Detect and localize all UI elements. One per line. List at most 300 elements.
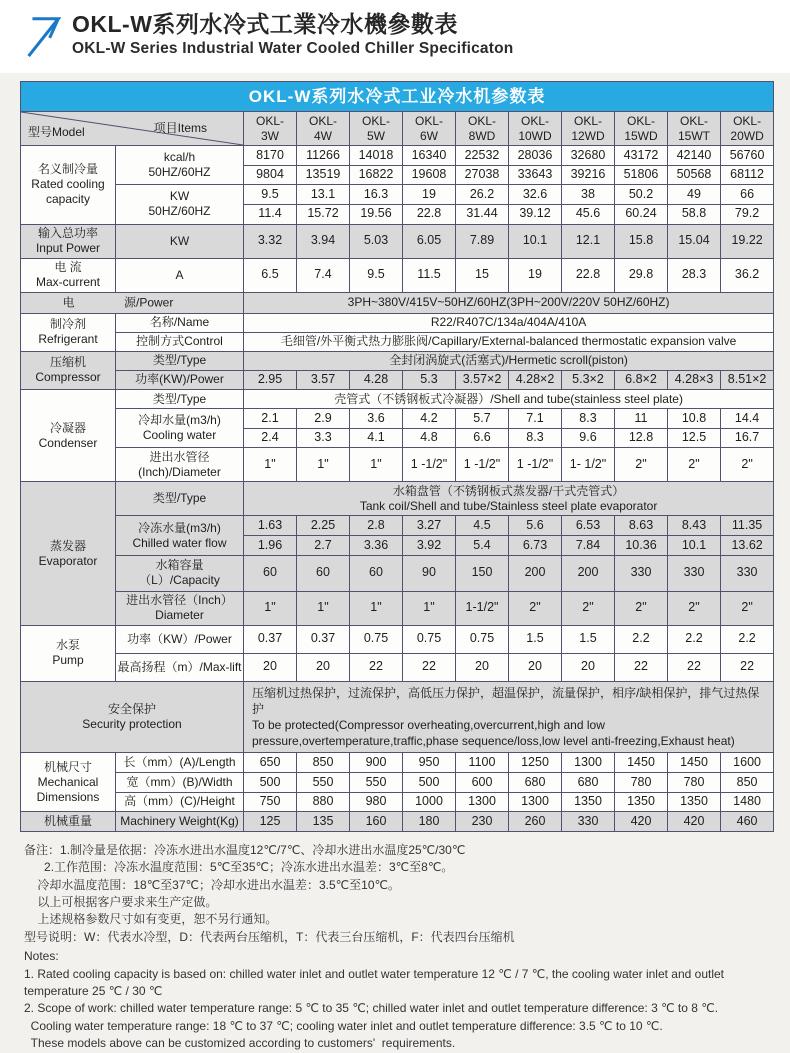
value-cell: 12.8	[615, 428, 668, 448]
value-cell: 11.35	[721, 516, 774, 536]
span-value-cell: 毛细管/外平衡式热力膨胀阀/Capillary/External-balanced thermostatic expansion valve	[244, 332, 774, 351]
item-label: 功率(KW)/Power	[116, 370, 244, 390]
value-cell: 600	[456, 773, 509, 793]
value-cell: 2.25	[297, 516, 350, 536]
value-cell: 4.2	[403, 409, 456, 429]
value-cell: 1350	[562, 792, 615, 812]
value-cell: 2.8	[350, 516, 403, 536]
value-cell: 39.12	[509, 204, 562, 224]
row-label: 机械重量	[21, 812, 116, 832]
value-cell: 1.5	[562, 625, 615, 653]
item-label: 类型/Type	[116, 390, 244, 409]
value-cell: 0.75	[350, 625, 403, 653]
value-cell: 33643	[509, 165, 562, 185]
value-cell: 150	[456, 555, 509, 591]
value-cell: 230	[456, 812, 509, 832]
model-header-cell: OKL- 20WD	[721, 112, 774, 146]
value-cell: 1 -1/2"	[509, 448, 562, 482]
value-cell: 0.75	[403, 625, 456, 653]
model-header-cell: OKL- 15WD	[615, 112, 668, 146]
value-cell: 1350	[668, 792, 721, 812]
item-label: A	[116, 258, 244, 292]
row-label: 水泵 Pump	[21, 625, 116, 681]
value-cell: 22532	[456, 146, 509, 166]
value-cell: 330	[668, 555, 721, 591]
value-cell: 2"	[721, 591, 774, 625]
value-cell: 20	[297, 653, 350, 681]
value-cell: 26.2	[456, 185, 509, 205]
value-cell: 5.7	[456, 409, 509, 429]
value-cell: 15	[456, 258, 509, 292]
value-cell: 1.5	[509, 625, 562, 653]
page-title-en: OKL-W Series Industrial Water Cooled Chiller Specificaton	[72, 40, 514, 57]
value-cell: 15.04	[668, 224, 721, 258]
value-cell: 9.5	[244, 185, 297, 205]
note-line: 2. Scope of work: chilled water temperature range: 5 ℃ to 35 ℃; chilled water inlet and outlet temperature difference: 3 ℃ to 8 ℃.	[24, 1001, 719, 1016]
value-cell: 28.3	[668, 258, 721, 292]
item-label: 类型/Type	[116, 482, 244, 516]
value-cell: 6.05	[403, 224, 456, 258]
value-cell: 260	[509, 812, 562, 832]
value-cell: 2.2	[668, 625, 721, 653]
value-cell: 10.36	[615, 536, 668, 556]
value-cell: 1"	[244, 591, 297, 625]
value-cell: 58.8	[668, 204, 721, 224]
value-cell: 1"	[350, 448, 403, 482]
model-header-cell: OKL- 4W	[297, 112, 350, 146]
span-value-cell: 水箱盘管（不锈钢板式蒸发器/干式壳管式） Tank coil/Shell and tube/Stainless steel plate evaporator	[244, 482, 774, 516]
value-cell: 19	[403, 185, 456, 205]
table-row	[21, 224, 774, 258]
value-cell: 0.37	[244, 625, 297, 653]
item-label: 最高扬程（m）/Max-lift	[116, 653, 244, 681]
span-value-cell: 电 源/Power	[21, 292, 244, 313]
item-label: KW 50HZ/60HZ	[116, 185, 244, 224]
item-label: 高（mm）(C)/Height	[116, 792, 244, 812]
item-label: 水箱容量（L）/Capacity	[116, 555, 244, 591]
table-row	[21, 591, 774, 625]
table-row	[21, 625, 774, 653]
value-cell: 15.8	[615, 224, 668, 258]
value-cell: 2.2	[615, 625, 668, 653]
item-label: 功率（KW）/Power	[116, 625, 244, 653]
note-line: 2.工作范围：冷冻水温度范围：5℃至35℃；冷冻水进出水温差：3℃至8℃。	[24, 860, 454, 875]
value-cell: 3.32	[244, 224, 297, 258]
value-cell: 13519	[297, 165, 350, 185]
value-cell: 22	[615, 653, 668, 681]
value-cell: 2"	[615, 591, 668, 625]
value-cell: 3.6	[350, 409, 403, 429]
value-cell: 19.22	[721, 224, 774, 258]
value-cell: 29.8	[615, 258, 668, 292]
value-cell: 5.3×2	[562, 370, 615, 390]
table-row	[21, 792, 774, 812]
value-cell: 1250	[509, 753, 562, 773]
note-line: 冷却水温度范围：18℃至37℃；冷却水进出水温差：3.5℃至10℃。	[24, 877, 400, 892]
value-cell: 850	[297, 753, 350, 773]
value-cell: 420	[668, 812, 721, 832]
value-cell: 780	[668, 773, 721, 793]
table-row	[21, 448, 774, 482]
item-label: kcal/h 50HZ/60HZ	[116, 146, 244, 185]
value-cell: 2"	[668, 591, 721, 625]
value-cell: 135	[297, 812, 350, 832]
value-cell: 15.72	[297, 204, 350, 224]
value-cell: 12.1	[562, 224, 615, 258]
value-cell: 36.2	[721, 258, 774, 292]
value-cell: 20	[509, 653, 562, 681]
value-cell: 3.94	[297, 224, 350, 258]
page-title-zh: OKL-W系列水冷式工業冷水機參數表	[72, 11, 458, 37]
value-cell: 2.9	[297, 409, 350, 429]
value-cell: 680	[562, 773, 615, 793]
table-row	[21, 753, 774, 773]
value-cell: 1"	[350, 591, 403, 625]
corner-cell	[21, 112, 244, 146]
value-cell: 1.96	[244, 536, 297, 556]
value-cell: 60	[350, 555, 403, 591]
value-cell: 45.6	[562, 204, 615, 224]
span-value-cell: 3PH~380V/415V~50HZ/60HZ(3PH~200V/220V 50HZ/60HZ)	[244, 292, 774, 313]
value-cell: 900	[350, 753, 403, 773]
value-cell: 51806	[615, 165, 668, 185]
table-row	[21, 313, 774, 332]
row-label: 蒸发器 Evaporator	[21, 482, 116, 625]
span-value-cell: R22/R407C/134a/404A/410A	[244, 313, 774, 332]
note-line: These models above can be customized according to customers' requirements.	[24, 1036, 456, 1051]
value-cell: 39216	[562, 165, 615, 185]
value-cell: 2"	[668, 448, 721, 482]
value-cell: 500	[244, 773, 297, 793]
value-cell: 3.92	[403, 536, 456, 556]
value-cell: 4.28×3	[668, 370, 721, 390]
item-label: 名称/Name	[116, 313, 244, 332]
arrow-up-right-icon	[20, 10, 64, 65]
item-label: 宽（mm）(B)/Width	[116, 773, 244, 793]
value-cell: 2"	[562, 591, 615, 625]
value-cell: 1"	[297, 448, 350, 482]
table-row	[21, 146, 774, 166]
table-row	[21, 185, 774, 205]
value-cell: 60	[244, 555, 297, 591]
value-cell: 22	[403, 653, 456, 681]
row-label: 制冷剂 Refrigerant	[21, 313, 116, 351]
value-cell: 10.1	[668, 536, 721, 556]
value-cell: 4.28×2	[509, 370, 562, 390]
page-header	[0, 0, 790, 73]
value-cell: 125	[244, 812, 297, 832]
value-cell: 780	[615, 773, 668, 793]
value-cell: 1300	[562, 753, 615, 773]
value-cell: 4.5	[456, 516, 509, 536]
note-line: Notes:	[24, 949, 59, 964]
value-cell: 1"	[244, 448, 297, 482]
value-cell: 180	[403, 812, 456, 832]
value-cell: 14018	[350, 146, 403, 166]
value-cell: 7.89	[456, 224, 509, 258]
value-cell: 1350	[615, 792, 668, 812]
item-label: Machinery Weight(Kg)	[116, 812, 244, 832]
page-titles	[72, 6, 513, 58]
note-line: 1. Rated cooling capacity is based on: chilled water inlet and outlet water temperature 12 ℃ / 7 ℃, the cooling water inlet and outlet	[24, 966, 725, 981]
value-cell: 20	[562, 653, 615, 681]
value-cell: 5.3	[403, 370, 456, 390]
row-label: 压缩机 Compressor	[21, 351, 116, 390]
span-value-cell: 压缩机过热保护，过流保护，高低压力保护，超温保护，流量保护，相序/缺相保护，排气过热保护 To be protected(Compressor overheating,overcurrent,high and low pressure,overtemperature,traffic,phase sequence/loss,low level anti-freezing,Exhaust heat)	[244, 681, 774, 753]
value-cell: 50.2	[615, 185, 668, 205]
value-cell: 8170	[244, 146, 297, 166]
value-cell: 1"	[403, 591, 456, 625]
row-label: 输入总功率 Input Power	[21, 224, 116, 258]
value-cell: 2.95	[244, 370, 297, 390]
value-cell: 1- 1/2"	[562, 448, 615, 482]
value-cell: 750	[244, 792, 297, 812]
value-cell: 1"	[297, 591, 350, 625]
value-cell: 50568	[668, 165, 721, 185]
note-line: 备注：1.制冷量是依据：冷冻水进出水温度12℃/7℃、冷却水进出水温度25℃/30℃	[24, 842, 466, 857]
note-line: 上述规格参数尺寸如有变更，恕不另行通知。	[24, 912, 278, 927]
span-value-cell: 全封闭涡旋式(活塞式)/Hermetic scroll(piston)	[244, 351, 774, 370]
value-cell: 60	[297, 555, 350, 591]
value-cell: 5.03	[350, 224, 403, 258]
value-cell: 7.84	[562, 536, 615, 556]
table-row	[21, 681, 774, 753]
value-cell: 2.7	[297, 536, 350, 556]
value-cell: 8.51×2	[721, 370, 774, 390]
value-cell: 9.6	[562, 428, 615, 448]
row-label: 电 流 Max-current	[21, 258, 116, 292]
value-cell: 1 -1/2"	[456, 448, 509, 482]
corner-model-label: 型号Model	[28, 125, 85, 139]
table-row	[21, 258, 774, 292]
value-cell: 32680	[562, 146, 615, 166]
value-cell: 66	[721, 185, 774, 205]
value-cell: 11266	[297, 146, 350, 166]
value-cell: 22	[668, 653, 721, 681]
value-cell: 330	[562, 812, 615, 832]
table-title-row	[21, 82, 774, 112]
value-cell: 16.3	[350, 185, 403, 205]
model-header-cell: OKL- 3W	[244, 112, 297, 146]
value-cell: 43172	[615, 146, 668, 166]
item-label: KW	[116, 224, 244, 258]
model-header-cell: OKL- 5W	[350, 112, 403, 146]
value-cell: 16822	[350, 165, 403, 185]
value-cell: 2.2	[721, 625, 774, 653]
value-cell: 3.3	[297, 428, 350, 448]
row-label: 名义制冷量 Rated cooling capacity	[21, 146, 116, 225]
value-cell: 79.2	[721, 204, 774, 224]
value-cell: 9804	[244, 165, 297, 185]
value-cell: 2"	[509, 591, 562, 625]
note-line: 以上可根据客户要求来生产定做。	[24, 895, 218, 910]
spec-table-wrap	[20, 81, 770, 832]
note-line: temperature 25 ℃ / 30 ℃	[24, 984, 163, 998]
value-cell: 550	[350, 773, 403, 793]
value-cell: 11.5	[403, 258, 456, 292]
value-cell: 1-1/2"	[456, 591, 509, 625]
value-cell: 38	[562, 185, 615, 205]
note-line: 型号说明：W：代表水冷型，D：代表两台压缩机，T：代表三台压缩机，F：代表四台压缩机	[24, 929, 515, 944]
table-row	[21, 516, 774, 536]
value-cell: 90	[403, 555, 456, 591]
value-cell: 31.44	[456, 204, 509, 224]
value-cell: 5.6	[509, 516, 562, 536]
item-label: 控制方式Control	[116, 332, 244, 351]
value-cell: 7.1	[509, 409, 562, 429]
value-cell: 1600	[721, 753, 774, 773]
value-cell: 1450	[615, 753, 668, 773]
value-cell: 850	[721, 773, 774, 793]
value-cell: 550	[297, 773, 350, 793]
value-cell: 3.57×2	[456, 370, 509, 390]
value-cell: 1480	[721, 792, 774, 812]
value-cell: 4.1	[350, 428, 403, 448]
value-cell: 2.1	[244, 409, 297, 429]
value-cell: 27038	[456, 165, 509, 185]
model-header-row	[21, 112, 774, 146]
item-label: 进出水管径 (Inch)/Diameter	[116, 448, 244, 482]
value-cell: 60.24	[615, 204, 668, 224]
item-label: 长（mm）(A)/Length	[116, 753, 244, 773]
value-cell: 9.5	[350, 258, 403, 292]
value-cell: 880	[297, 792, 350, 812]
table-row	[21, 773, 774, 793]
value-cell: 200	[509, 555, 562, 591]
row-label: 安全保护 Security protection	[21, 681, 244, 753]
row-label: 冷凝器 Condenser	[21, 390, 116, 482]
value-cell: 19.56	[350, 204, 403, 224]
value-cell: 6.5	[244, 258, 297, 292]
value-cell: 11	[615, 409, 668, 429]
value-cell: 8.3	[509, 428, 562, 448]
value-cell: 160	[350, 812, 403, 832]
value-cell: 14.4	[721, 409, 774, 429]
value-cell: 8.3	[562, 409, 615, 429]
model-header-cell: OKL- 6W	[403, 112, 456, 146]
value-cell: 49	[668, 185, 721, 205]
table-row	[21, 332, 774, 351]
item-label: 冷冻水量(m3/h) Chilled water flow	[116, 516, 244, 555]
value-cell: 680	[509, 773, 562, 793]
spec-table	[20, 81, 774, 832]
table-row	[21, 292, 774, 313]
table-row	[21, 370, 774, 390]
value-cell: 1100	[456, 753, 509, 773]
value-cell: 1300	[509, 792, 562, 812]
model-header-cell: OKL- 10WD	[509, 112, 562, 146]
model-header-cell: OKL- 15WT	[668, 112, 721, 146]
model-header-cell: OKL- 8WD	[456, 112, 509, 146]
table-row	[21, 555, 774, 591]
value-cell: 2.4	[244, 428, 297, 448]
value-cell: 3.27	[403, 516, 456, 536]
notes-en	[24, 948, 768, 1052]
value-cell: 22	[721, 653, 774, 681]
value-cell: 56760	[721, 146, 774, 166]
model-header-cell: OKL- 12WD	[562, 112, 615, 146]
value-cell: 42140	[668, 146, 721, 166]
note-line: Cooling water temperature range: 18 ℃ to 37 ℃; cooling water inlet and outlet temperature difference: 3.5 ℃ to 10 ℃.	[24, 1018, 663, 1033]
value-cell: 330	[615, 555, 668, 591]
span-value-cell: 壳管式（不锈钢板式冷凝器）/Shell and tube(stainless steel plate)	[244, 390, 774, 409]
value-cell: 420	[615, 812, 668, 832]
value-cell: 0.37	[297, 625, 350, 653]
value-cell: 3.36	[350, 536, 403, 556]
table-row	[21, 390, 774, 409]
value-cell: 11.4	[244, 204, 297, 224]
value-cell: 950	[403, 753, 456, 773]
value-cell: 13.1	[297, 185, 350, 205]
value-cell: 6.6	[456, 428, 509, 448]
value-cell: 7.4	[297, 258, 350, 292]
table-row	[21, 482, 774, 516]
value-cell: 200	[562, 555, 615, 591]
value-cell: 68112	[721, 165, 774, 185]
value-cell: 10.1	[509, 224, 562, 258]
value-cell: 10.8	[668, 409, 721, 429]
notes-zh	[24, 842, 768, 946]
value-cell: 20	[456, 653, 509, 681]
value-cell: 2"	[721, 448, 774, 482]
value-cell: 330	[721, 555, 774, 591]
value-cell: 22	[350, 653, 403, 681]
value-cell: 1000	[403, 792, 456, 812]
value-cell: 22.8	[403, 204, 456, 224]
value-cell: 500	[403, 773, 456, 793]
corner-items-label: 项目Items	[153, 121, 207, 135]
value-cell: 460	[721, 812, 774, 832]
value-cell: 1300	[456, 792, 509, 812]
value-cell: 1450	[668, 753, 721, 773]
value-cell: 2"	[615, 448, 668, 482]
value-cell: 4.28	[350, 370, 403, 390]
value-cell: 19608	[403, 165, 456, 185]
value-cell: 6.73	[509, 536, 562, 556]
value-cell: 650	[244, 753, 297, 773]
value-cell: 13.62	[721, 536, 774, 556]
table-row	[21, 409, 774, 429]
value-cell: 5.4	[456, 536, 509, 556]
value-cell: 22.8	[562, 258, 615, 292]
value-cell: 19	[509, 258, 562, 292]
item-label: 冷却水量(m3/h) Cooling water	[116, 409, 244, 448]
value-cell: 1.63	[244, 516, 297, 536]
value-cell: 4.8	[403, 428, 456, 448]
value-cell: 3.57	[297, 370, 350, 390]
item-label: 进出水管径（Inch） Diameter	[116, 591, 244, 625]
value-cell: 6.8×2	[615, 370, 668, 390]
value-cell: 32.6	[509, 185, 562, 205]
table-row	[21, 351, 774, 370]
value-cell: 6.53	[562, 516, 615, 536]
table-title: OKL-W系列水冷式工业冷水机参数表	[21, 82, 774, 112]
value-cell: 8.43	[668, 516, 721, 536]
value-cell: 28036	[509, 146, 562, 166]
value-cell: 980	[350, 792, 403, 812]
value-cell: 8.63	[615, 516, 668, 536]
value-cell: 16340	[403, 146, 456, 166]
value-cell: 12.5	[668, 428, 721, 448]
value-cell: 16.7	[721, 428, 774, 448]
value-cell: 1 -1/2"	[403, 448, 456, 482]
row-label: 机械尺寸 Mechanical Dimensions	[21, 753, 116, 812]
value-cell: 0.75	[456, 625, 509, 653]
item-label: 类型/Type	[116, 351, 244, 370]
value-cell: 20	[244, 653, 297, 681]
table-row	[21, 812, 774, 832]
table-row	[21, 653, 774, 681]
